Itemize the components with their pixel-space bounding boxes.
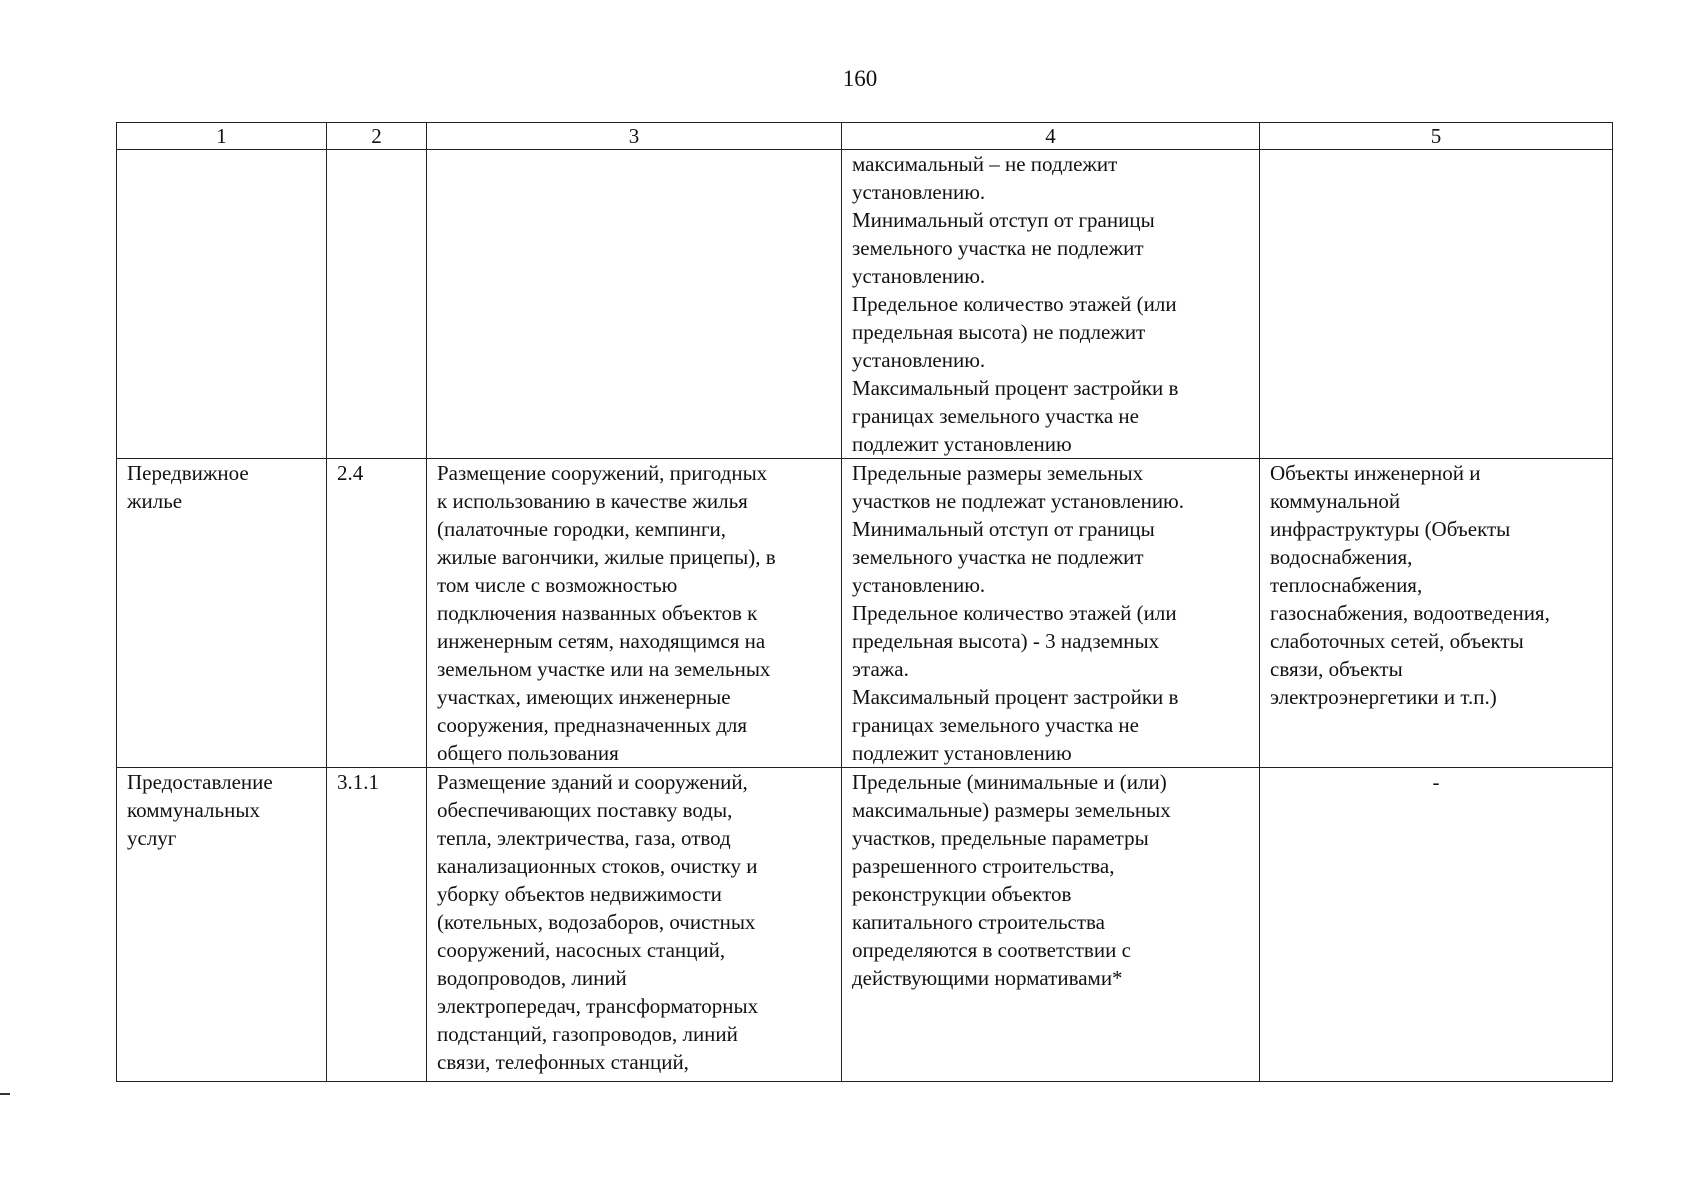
- column-number-3: 3: [427, 123, 842, 150]
- regulations-table: [116, 122, 1613, 1082]
- page-number: 160: [842, 66, 878, 91]
- scan-edge-mark: [0, 1093, 10, 1095]
- column-number-4: 4: [842, 123, 1260, 150]
- row-2-col-1: Передвижное жилье: [117, 459, 327, 768]
- column-number-1: 1: [117, 123, 327, 150]
- table-row: [117, 459, 1613, 768]
- row-3-col-5: -: [1260, 768, 1613, 1082]
- row-2-col-2: 2.4: [327, 459, 427, 768]
- row-1-col-5: [1260, 150, 1613, 459]
- table-row: [117, 768, 1613, 1082]
- row-1-col-1: [117, 150, 327, 459]
- row-3-col-1: Предоставление коммунальных услуг: [117, 768, 327, 1082]
- row-2-col-4: Предельные размеры земельных участков не подлежат установлению. Минимальный отступ от границы земельного участка не подлежит установлению. Предельное количество этажей (или предельная высота) - 3 надземных этажа. Максимальный процент застройки в границах земельного участка не подлежит установлению: [842, 459, 1260, 768]
- column-number-5: 5: [1260, 123, 1613, 150]
- column-numbers-row: [117, 123, 1613, 150]
- row-1-col-3: [427, 150, 842, 459]
- row-1-col-4: максимальный – не подлежит установлению. Минимальный отступ от границы земельного участка не подлежит установлению. Предельное количество этажей (или предельная высота) не подлежит установлению. Максимальный процент застройки в границах земельного участка не подлежит установлению: [842, 150, 1260, 459]
- row-2-col-3: Размещение сооружений, пригодных к использованию в качестве жилья (палаточные городки, кемпинги, жилые вагончики, жилые прицепы), в том числе с возможностью подключения названных объектов к инженерным сетям, находящимся на земельном участке или на земельных участках, имеющих инженерные сооружения, предназначенных для общего пользования: [427, 459, 842, 768]
- row-2-col-5: Объекты инженерной и коммунальной инфраструктуры (Объекты водоснабжения, теплоснабжения, газоснабжения, водоотведения, слаботочных сетей, объекты связи, объекты электроэнергетики и т.п.): [1260, 459, 1613, 768]
- row-1-col-2: [327, 150, 427, 459]
- row-3-col-4: Предельные (минимальные и (или) максимальные) размеры земельных участков, предельные параметры разрешенного строительства, реконструкции объектов капитального строительства определяются в соответствии с действующими нормативами*: [842, 768, 1260, 1082]
- column-number-2: 2: [327, 123, 427, 150]
- table-row: [117, 150, 1613, 459]
- row-3-col-3: Размещение зданий и сооружений, обеспечивающих поставку воды, тепла, электричества, газа, отвод канализационных стоков, очистку и уборку объектов недвижимости (котельных, водозаборов, очистных сооружений, насосных станций, водопроводов, линий электропередач, трансформаторных подстанций, газопроводов, линий связи, телефонных станций,: [427, 768, 842, 1082]
- row-3-col-2: 3.1.1: [327, 768, 427, 1082]
